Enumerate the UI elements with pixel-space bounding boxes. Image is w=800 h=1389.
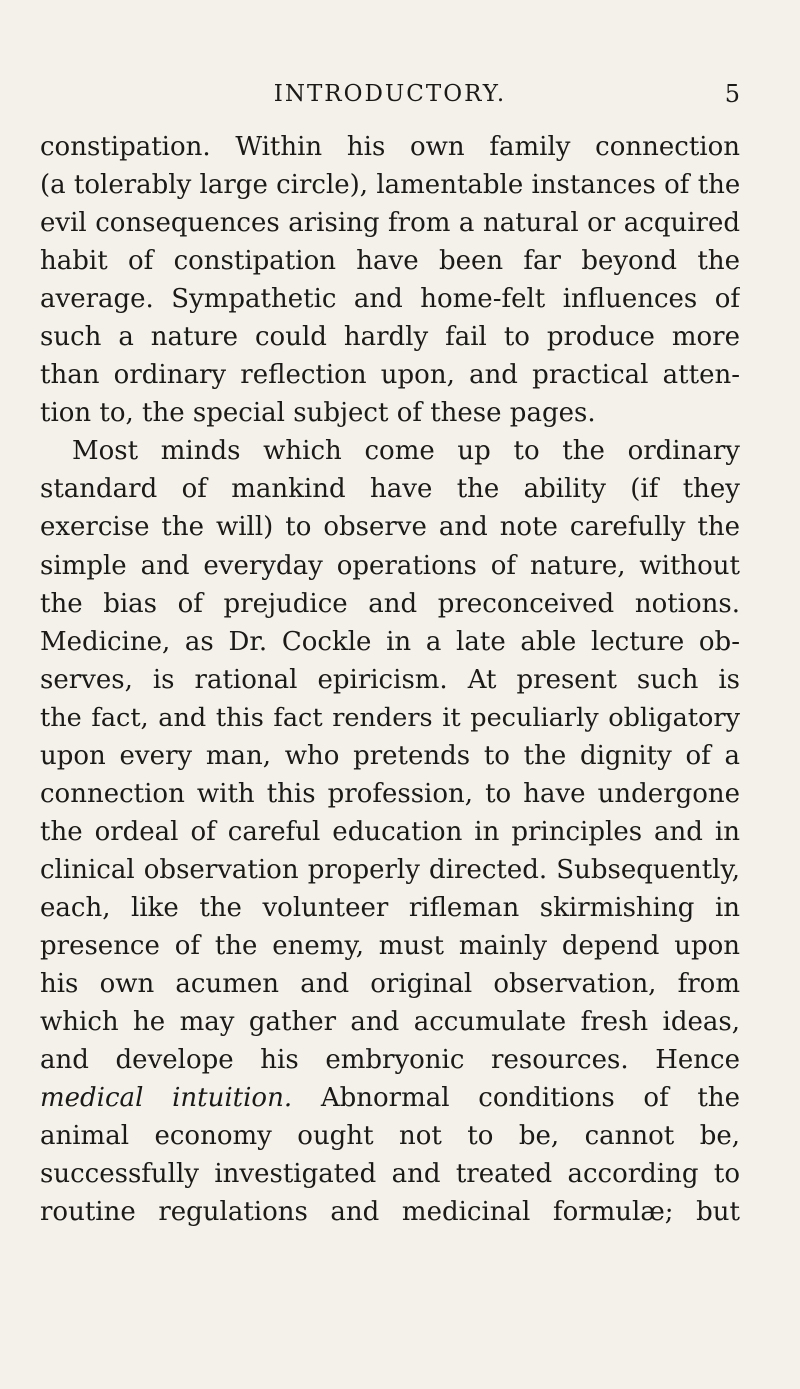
text-line: average. Sympathetic and home-felt influences of: [40, 284, 740, 315]
text-line: connection with this profession, to have undergone: [40, 778, 740, 809]
text-line: clinical observation properly directed. Subsequently,: [40, 854, 740, 885]
text-line: upon every man, who pretends to the dignity of a: [40, 740, 740, 771]
text-line: such a nature could hardly fail to produce more: [40, 322, 740, 353]
text-line: serves, is rational epiricism. At present such is: [40, 664, 740, 695]
text-line: (a tolerably large circle), lamentable instances of the: [40, 170, 740, 201]
text-line: tion to, the special subject of these pages.: [40, 398, 596, 429]
text-line: each, like the volunteer rifleman skirmishing in: [40, 892, 740, 923]
text-line: presence of the enemy, must mainly depend upon: [40, 930, 740, 961]
text-line: routine regulations and medicinal formulæ; but: [40, 1197, 740, 1228]
text-line: habit of constipation have been far beyond the: [40, 246, 740, 277]
text-line: successfully investigated and treated according to: [40, 1159, 740, 1190]
text-line: Most minds which come up to the ordinary: [72, 436, 740, 467]
text-line: Medicine, as Dr. Cockle in a late able lecture ob-: [40, 626, 740, 657]
text-span: Abnormal conditions of the: [320, 1083, 740, 1114]
page-number: 5: [724, 80, 740, 108]
text-line: the bias of prejudice and preconceived notions.: [40, 588, 740, 619]
body-text: [40, 128, 740, 1231]
text-line: exercise the will) to observe and note carefully the: [40, 512, 740, 543]
text-line: constipation. Within his own family connection: [40, 132, 740, 162]
text-line: than ordinary reflection upon, and practical atten-: [40, 360, 740, 391]
running-title: INTRODUCTORY.: [273, 81, 507, 107]
text-line: standard of mankind have the ability (if they: [40, 474, 740, 505]
text-line: simple and everyday operations of nature, without: [40, 550, 740, 581]
text-line-with-italic: [40, 1079, 740, 1117]
text-line: his own acumen and original observation, from: [40, 969, 740, 1000]
text-line: animal economy ought not to be, cannot be,: [40, 1121, 740, 1152]
text-line: the ordeal of careful education in principles and in: [40, 816, 740, 847]
text-line: which he may gather and accumulate fresh ideas,: [40, 1007, 740, 1038]
text-line: and develope his embryonic resources. Hence: [40, 1045, 740, 1076]
running-head: [40, 76, 740, 112]
italic-phrase: medical intuition.: [40, 1083, 293, 1114]
text-line: evil consequences arising from a natural or acquired: [40, 208, 740, 239]
text-line: the fact, and this fact renders it peculiarly obligatory: [40, 702, 740, 733]
